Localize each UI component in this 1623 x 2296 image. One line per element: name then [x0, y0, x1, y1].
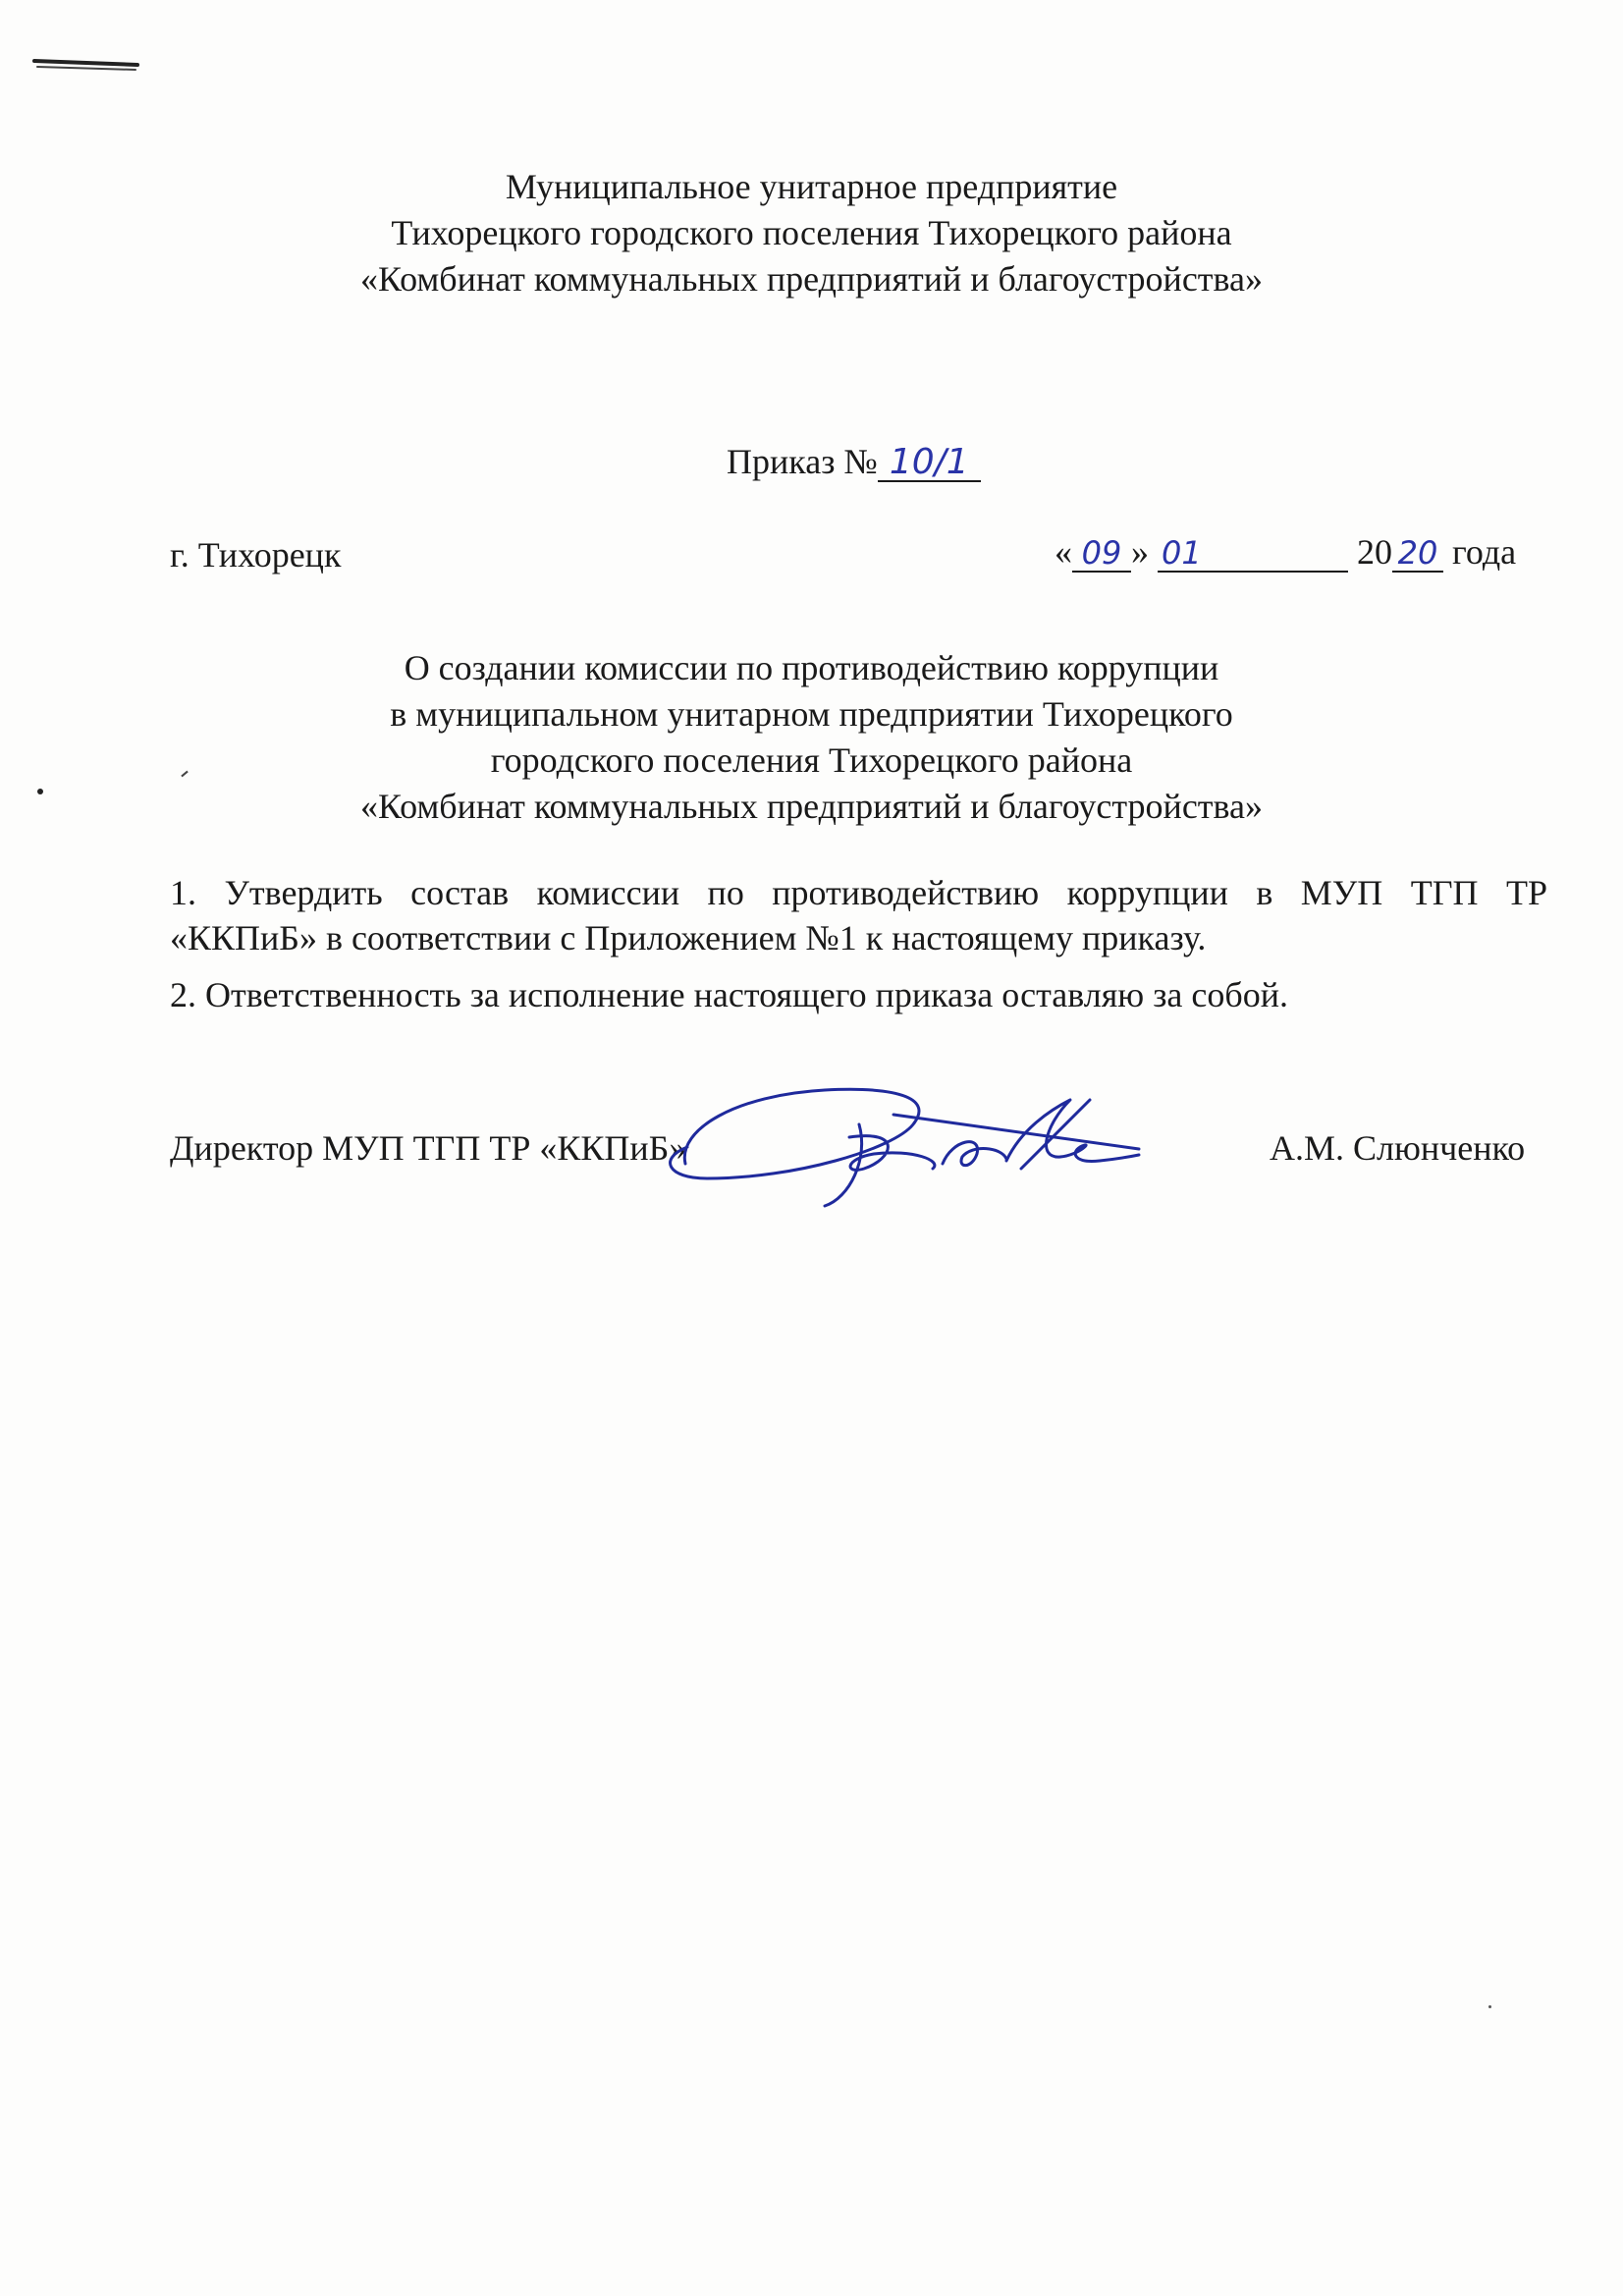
header-line-2: Тихорецкого городского поселения Тихорецкого района [391, 213, 1232, 252]
subject-line-3: городского поселения Тихорецкого района [490, 740, 1133, 780]
order-date [1055, 530, 1516, 574]
signatory-name: А.М. Слюнченко [1270, 1128, 1526, 1168]
signatory-position: Директор МУП ТГП ТР «ККПиБ» [170, 1128, 687, 1168]
city: г. Тихорецк [170, 535, 342, 574]
scan-speck [1488, 2005, 1491, 2008]
order-title [727, 440, 981, 483]
date-year-suffix: 20 [1392, 535, 1443, 573]
year-prefix: 20 [1357, 532, 1392, 572]
date-month: 01 [1158, 535, 1348, 573]
item-1-line-1: 1. Утвердить состав комиссии по противодействию коррупции в МУП ТГП ТР [170, 873, 1547, 912]
handwritten-signature [648, 1070, 1159, 1218]
quote-close: » [1131, 532, 1149, 572]
order-label: Приказ № [727, 442, 878, 481]
date-day: 09 [1072, 535, 1131, 573]
quote-open: « [1055, 532, 1072, 572]
subject-line-2: в муниципальном унитарном предприятии Тихорецкого [390, 694, 1233, 734]
subject-line-4: «Комбинат коммунальных предприятий и благоустройства» [359, 787, 1264, 826]
item-2: 2. Ответственность за исполнение настоящего приказа оставляю за собой. [170, 975, 1288, 1014]
staple-mark [29, 51, 147, 81]
subject-line-1: О создании комиссии по противодействию коррупции [404, 648, 1219, 687]
year-word: года [1452, 532, 1517, 572]
item-1-line-2: «ККПиБ» в соответствии с Приложением №1 к настоящему приказу. [170, 918, 1207, 957]
order-number: 10/1 [878, 445, 981, 482]
header-line-3: «Комбинат коммунальных предприятий и благоустройства» [359, 259, 1264, 299]
scan-speck [37, 789, 43, 794]
header-line-1: Муниципальное унитарное предприятие [505, 167, 1118, 206]
